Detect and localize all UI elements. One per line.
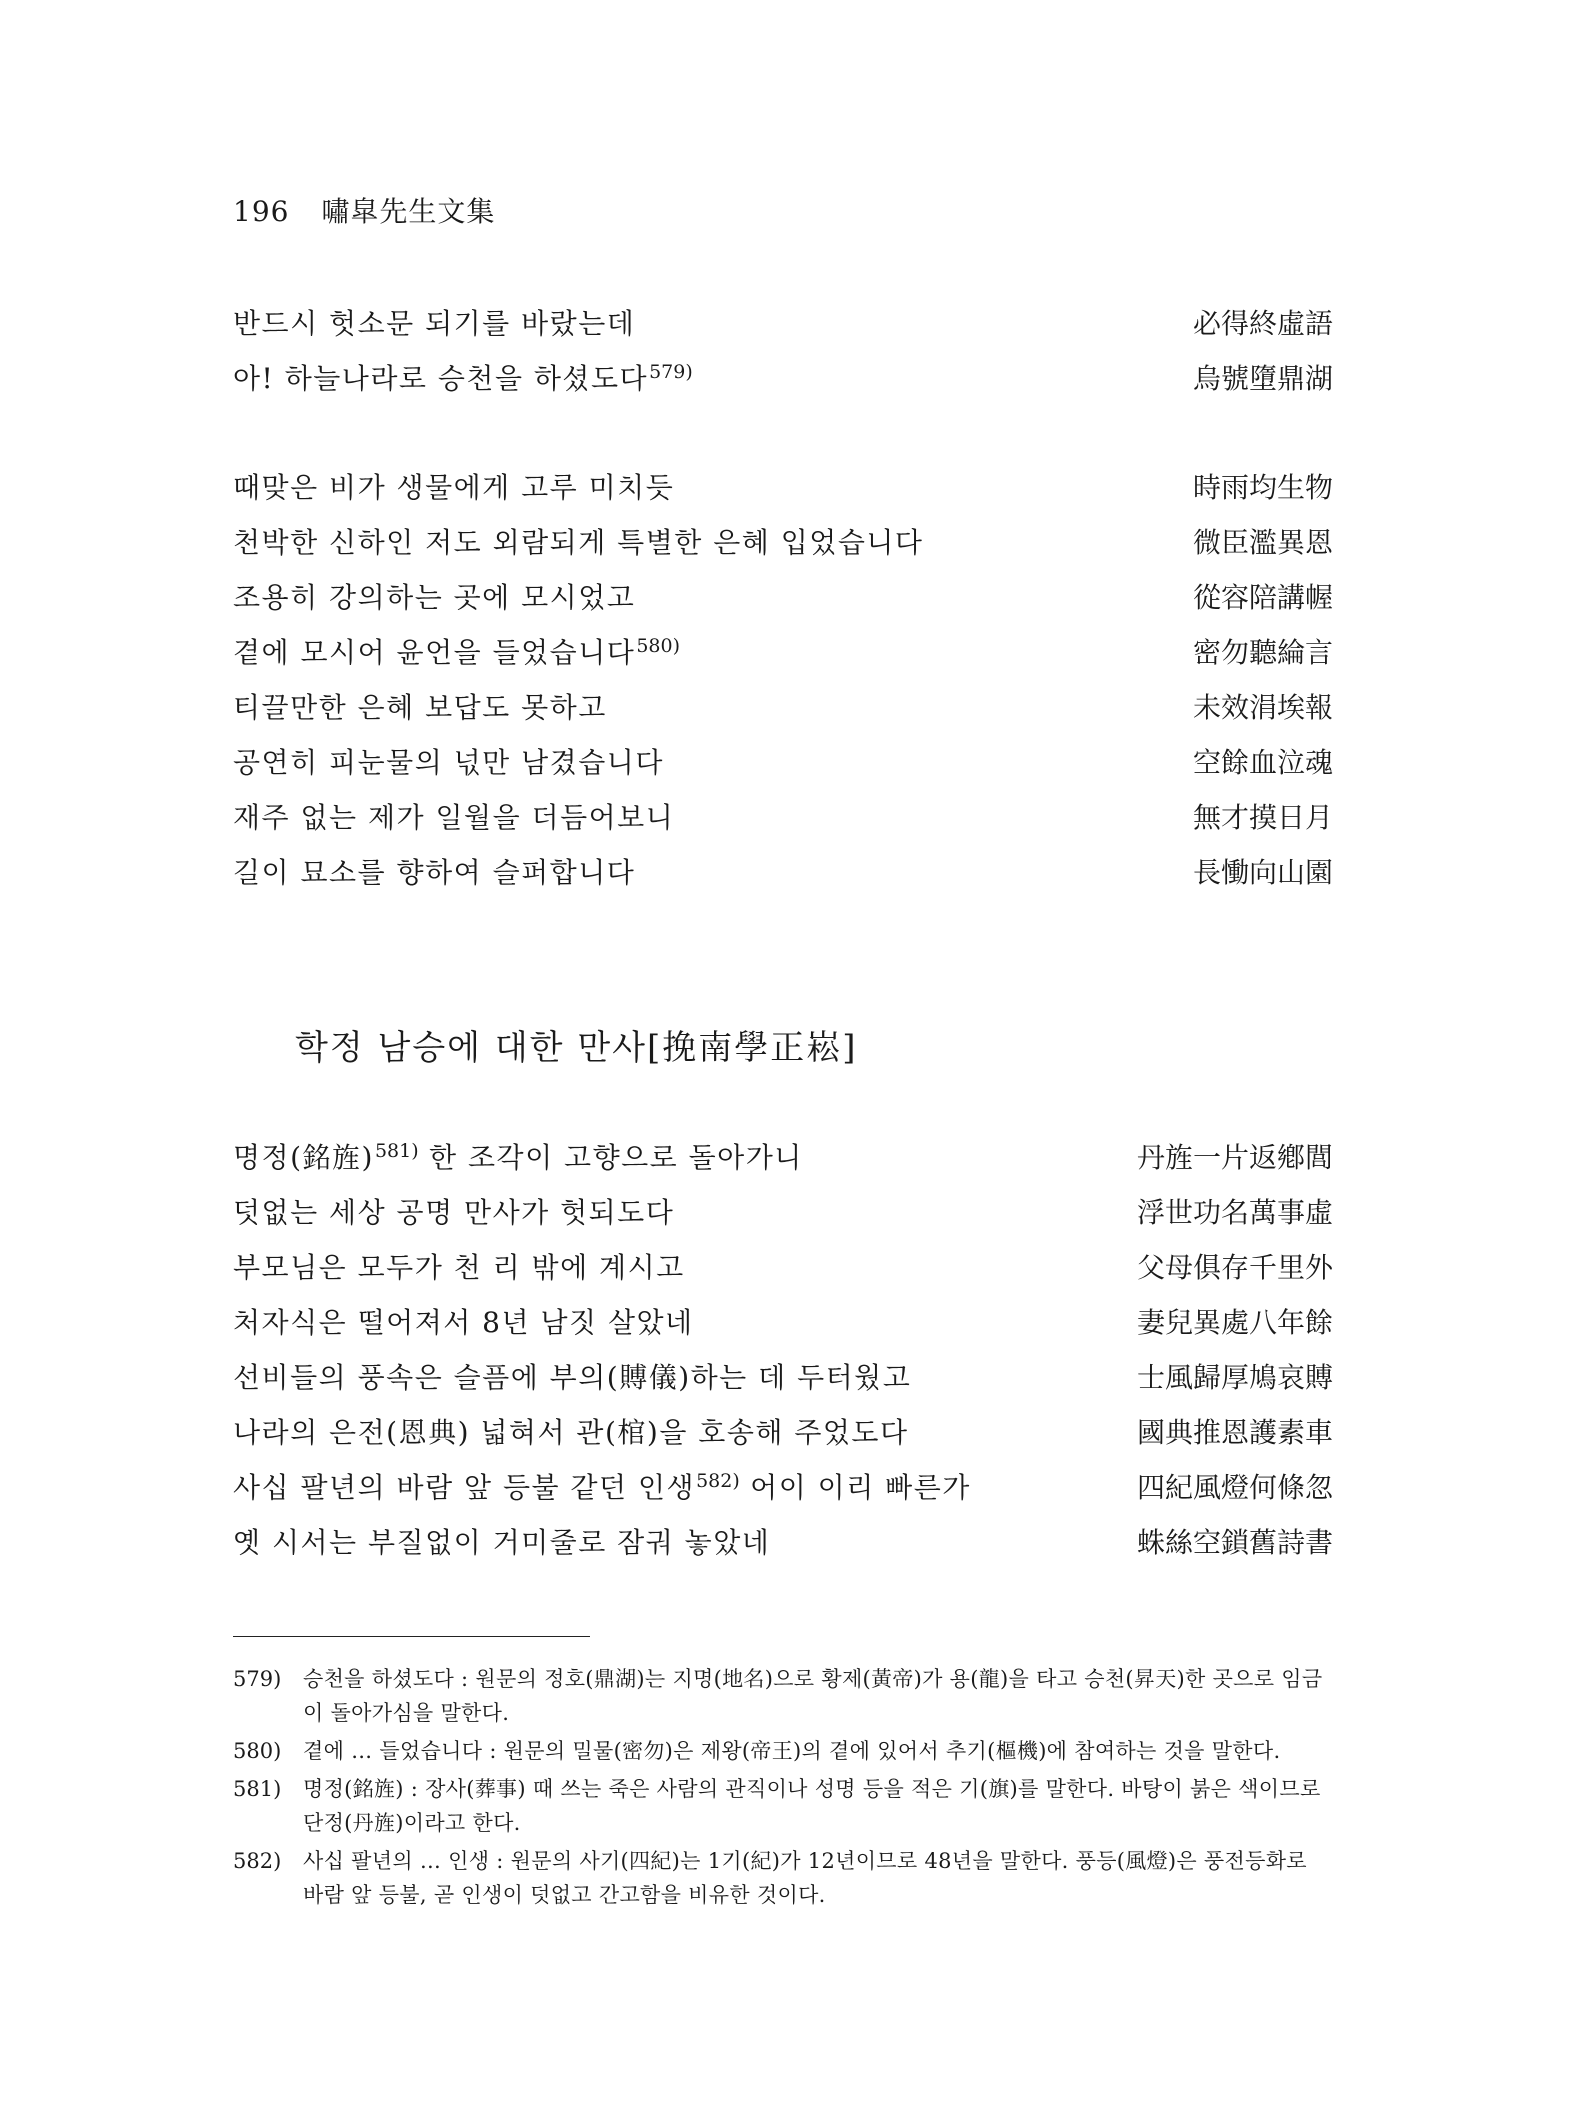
footnote-ref: 581) [374,1139,419,1162]
footnote-number: 579) [233,1667,282,1691]
korean-translation: 길이 묘소를 향하여 슬퍼합니다 [233,856,636,889]
hanja-original: 無才摸日月 [1192,801,1333,834]
poem-line [233,357,1333,412]
hanja-original: 蛛絲空鎖舊詩書 [1136,1526,1333,1559]
footnote-text: 사십 팔년의 … 인생 : 원문의 사기(四紀)는 1기(紀)가 12년이므로 48년을 말한다. 풍등(風燈)은 풍전등화로 바람 앞 등불, 곧 인생이 덧없고 간고함을 비유한 것이다. [303,1849,1307,1907]
poem-line [233,631,1333,686]
hanja-original: 四紀風燈何條忽 [1136,1471,1333,1504]
poem-line [233,796,1333,851]
hanja-original: 妻兒異處八年餘 [1136,1306,1333,1339]
poem-line [233,1301,1333,1356]
hanja-original: 父母俱存千里外 [1136,1251,1333,1284]
footnote-ref: 579) [649,360,693,383]
poem-line [233,576,1333,631]
korean-translation: 선비들의 풍속은 슬픔에 부의(賻儀)하는 데 두터웠고 [233,1361,912,1394]
poem-line [233,302,1333,357]
hanja-original: 浮世功名萬事虛 [1136,1196,1333,1229]
korean-translation: 아! 하늘나라로 승천을 하셨도다$^{579)}$ [233,360,693,395]
page-number: 196 [233,195,290,228]
hanja-original: 丹旌一片返鄕閭 [1136,1141,1333,1174]
poem-stanza-1 [233,302,1333,412]
poem-line [233,1466,1333,1521]
footnote-ref: 582) [696,1469,740,1492]
korean-translation: 공연히 피눈물의 넋만 남겼습니다 [233,746,664,779]
korean-translation: 사십 팔년의 바람 앞 등불 같던 인생$^{582)}$ 어이 이리 빠른가 [233,1469,971,1504]
footnotes [233,1662,1333,1916]
hanja-original: 時雨均生物 [1192,471,1333,504]
hanja-original: 國典推恩護素車 [1136,1416,1333,1449]
footnote [233,1662,1333,1730]
hanja-original: 長慟向山園 [1192,856,1333,889]
poem-line [233,521,1333,576]
footnote-ref: 580) [636,634,681,657]
running-header [233,190,495,230]
poem-stanza-2 [233,466,1333,906]
poem-line [233,686,1333,741]
poem-line [233,1411,1333,1466]
hanja-original: 未效涓埃報 [1192,691,1333,724]
footnote-text: 명정(銘旌) : 장사(葬事) 때 쓰는 죽은 사람의 관직이나 성명 등을 적은 기(旗)를 말한다. 바탕이 붉은 색이므로 단정(丹旌)이라고 한다. [303,1777,1321,1835]
hanja-original: 士風歸厚鳩哀賻 [1136,1361,1333,1394]
korean-translation: 때맞은 비가 생물에게 고루 미치듯 [233,471,675,504]
korean-translation: 천박한 신하인 저도 외람되게 특별한 은혜 입었습니다 [233,526,924,559]
korean-translation: 부모님은 모두가 천 리 밖에 계시고 [233,1251,685,1284]
korean-translation: 나라의 은전(恩典) 넓혀서 관(棺)을 호송해 주었도다 [233,1416,909,1449]
book-title: 嘯皐先生文集 [321,195,496,228]
korean-translation: 덧없는 세상 공명 만사가 헛되도다 [233,1196,675,1229]
footnote-number: 580) [233,1739,282,1763]
hanja-original: 從容陪講幄 [1192,581,1333,614]
footnote [233,1844,1333,1912]
korean-translation: 티끌만한 은혜 보답도 못하고 [233,691,607,724]
footnote-text: 승천을 하셨도다 : 원문의 정호(鼎湖)는 지명(地名)으로 황제(黃帝)가 용(龍)을 타고 승천(昇天)한 곳으로 임금이 돌아가심을 말한다. [303,1667,1323,1725]
poem-line [233,466,1333,521]
poem-line [233,851,1333,906]
korean-translation: 처자식은 떨어져서 8년 남짓 살았네 [233,1306,694,1339]
footnote [233,1772,1333,1840]
poem-line [233,741,1333,796]
korean-translation: 곁에 모시어 윤언을 들었습니다$^{580)}$ [233,634,681,669]
hanja-original: 烏號墮鼎湖 [1192,362,1333,395]
poem-title: 학정 남승에 대한 만사[挽南學正崧] [295,1028,858,1068]
hanja-original: 必得終虛語 [1192,307,1333,340]
footnote-number: 581) [233,1777,282,1801]
korean-translation: 재주 없는 제가 일월을 더듬어보니 [233,801,675,834]
korean-translation: 조용히 강의하는 곳에 모시었고 [233,581,636,614]
korean-translation: 명정(銘旌)$^{581)}$ 한 조각이 고향으로 돌아가니 [233,1139,803,1174]
poem-line [233,1246,1333,1301]
poem-line [233,1191,1333,1246]
footnote-text: 곁에 … 들었습니다 : 원문의 밀물(密勿)은 제왕(帝王)의 곁에 있어서 추기(樞機)에 참여하는 것을 말한다. [303,1739,1281,1763]
footnote-number: 582) [233,1849,282,1873]
poem-line [233,1136,1333,1191]
poem-stanza-3 [233,1136,1333,1576]
hanja-original: 密勿聽綸言 [1192,636,1333,669]
footnote-divider [233,1636,590,1637]
hanja-original: 微臣濫異恩 [1192,526,1333,559]
korean-translation: 옛 시서는 부질없이 거미줄로 잠궈 놓았네 [233,1526,771,1559]
hanja-original: 空餘血泣魂 [1192,746,1333,779]
poem-line [233,1356,1333,1411]
poem-line [233,1521,1333,1576]
footnote [233,1734,1333,1768]
korean-translation: 반드시 헛소문 되기를 바랐는데 [233,307,636,340]
